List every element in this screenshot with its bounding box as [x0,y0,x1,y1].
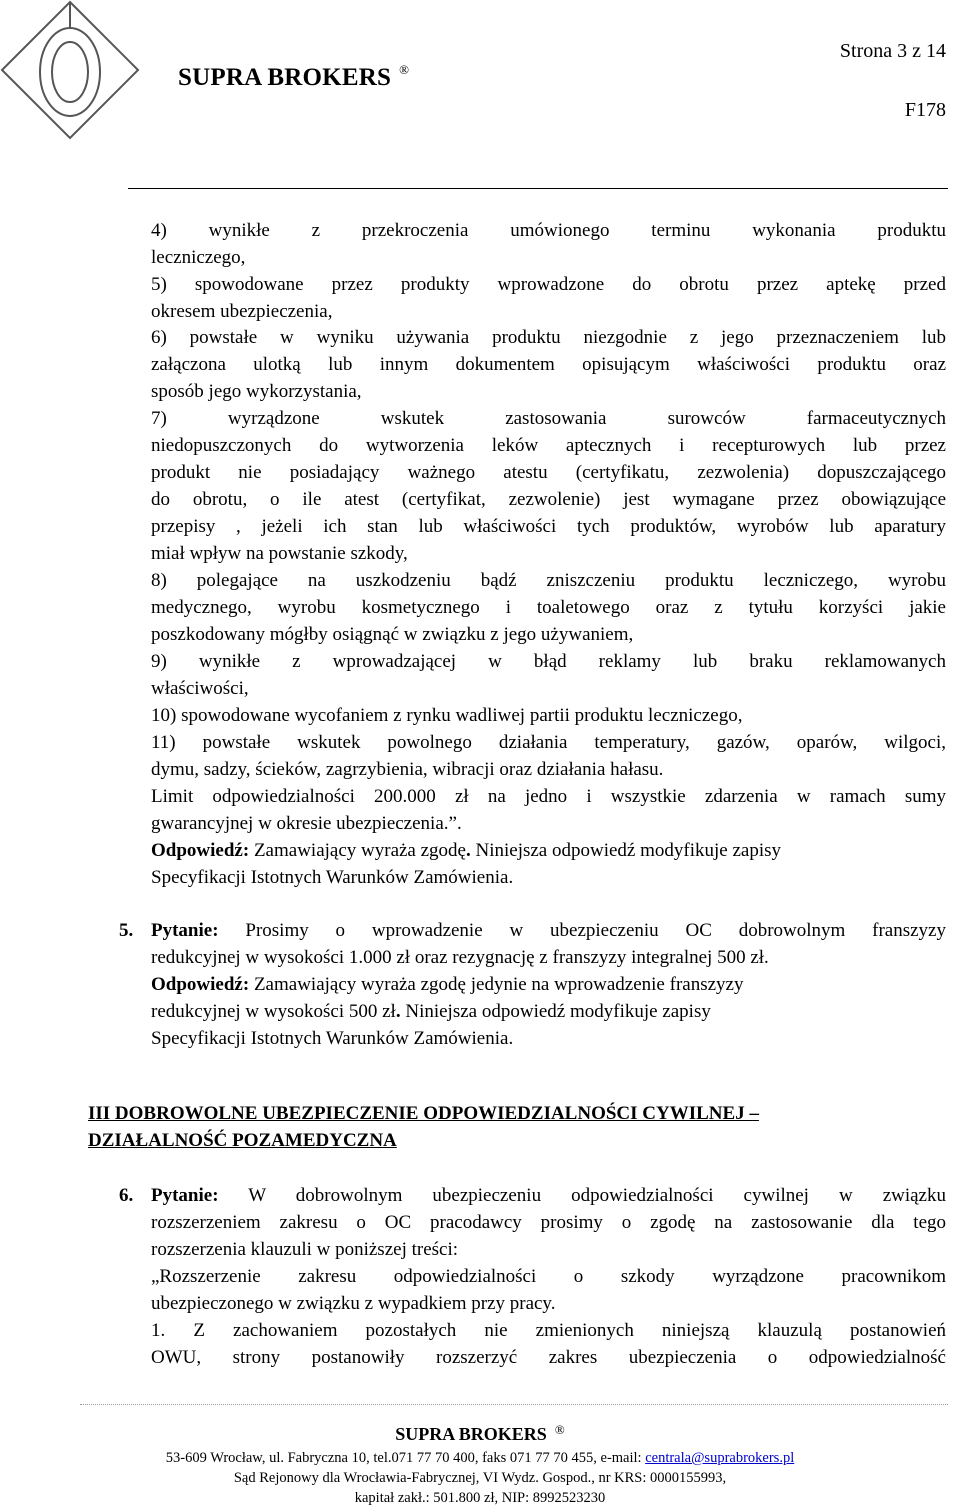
brand-title: SUPRA BROKERS ® [178,62,410,91]
item-9-line-2: właściwości, [151,678,249,699]
item-10: 10) spowodowane wycofaniem z rynku wadliwej partii produktu leczniczego, [151,705,743,726]
footer-registry: Sąd Rejonowy dla Wrocławia-Fabrycznej, VI Wydz. Gospod., nr KRS: 0000155993, [233,1470,727,1486]
item-4-line-2: leczniczego, [151,247,246,268]
answer-1-line-2: Specyfikacji Istotnych Warunków Zamówienia. [151,867,514,888]
answer-1-line-1: Odpowiedź: Zamawiający wyraża zgodę. Niniejsza odpowiedź modyfikuje zapisy [151,840,781,861]
page-number: Strona 3 z 14 [839,40,946,62]
limit-line-2: gwarancyjnej w okresie ubezpieczenia.”. [151,813,462,834]
item-7-line-2: niedopuszczonych do wytworzenia leków aptecznych i recepturowych lub przez [151,435,946,456]
item-6-line-1: 6) powstałe w wyniku używania produktu niezgodnie z jego przeznaczeniem lub [151,327,946,348]
question-5-number: 5. [119,920,134,941]
footer-brand: SUPRA BROKERS ® [395,1422,565,1444]
item-6-line-3: sposób jego wykorzystania, [151,381,362,402]
item-7-line-4: do obrotu, o ile atest (certyfikat, zezwolenie) jest wymagane przez obowiązujące [151,489,946,510]
question-6-line-7: OWU, strony postanowiły rozszerzyć zakres ubezpieczenia o odpowiedzialność [151,1347,946,1368]
header-divider [128,188,948,189]
footer-email-link[interactable]: centrala@suprabrokers.pl [645,1450,795,1466]
item-5-line-2: okresem ubezpieczenia, [151,301,333,322]
item-4-line-1: 4) wynikłe z przekroczenia umówionego terminu wykonania produktu [151,220,946,241]
item-5-line-1: 5) spowodowane przez produkty wprowadzone do obrotu przez aptekę przed [151,274,946,295]
document-code: F178 [904,99,946,121]
question-6-line-5: ubezpieczonego w związku z wypadkiem przy pracy. [151,1293,556,1314]
company-logo [0,0,140,140]
item-8-line-2: medycznego, wyrobu kosmetycznego i toaletowego oraz z tytułu korzyści jakie [151,597,946,618]
item-8-line-3: poszkodowany mógłby osiągnąć w związku z jego używaniem, [151,624,634,645]
answer-5-line-1: Odpowiedź: Zamawiający wyraża zgodę jedynie na wprowadzenie franszyzy [151,974,744,995]
question-6-number: 6. [119,1185,134,1206]
question-6-line-1: Pytanie: W dobrowolnym ubezpieczeniu odpowiedzialności cywilnej w związku [151,1185,946,1206]
item-11-line-1: 11) powstałe wskutek powolnego działania temperatury, gazów, oparów, wilgoci, [151,732,946,753]
item-8-line-1: 8) polegające na uszkodzeniu bądź zniszczeniu produktu leczniczego, wyrobu [151,570,946,591]
section-heading-line-2: DZIAŁALNOŚĆ POZAMEDYCZNA [88,1130,397,1151]
question-5-line-1: Pytanie: Prosimy o wprowadzenie w ubezpieczeniu OC dobrowolnym franszyzy [151,920,946,941]
limit-line-1: Limit odpowiedzialności 200.000 zł na jedno i wszystkie zdarzenia w ramach sumy [151,786,946,807]
question-6-line-4: „Rozszerzenie zakresu odpowiedzialności o szkody wyrządzone pracownikom [151,1266,946,1287]
question-6-line-2: rozszerzeniem zakresu o OC pracodawcy prosimy o zgodę na zastosowanie dla tego [151,1212,946,1233]
answer-5-line-3: Specyfikacji Istotnych Warunków Zamówienia. [151,1028,514,1049]
section-heading-line-1: III DOBROWOLNE UBEZPIECZENIE ODPOWIEDZIALNOŚCI CYWILNEJ – [88,1103,759,1124]
footer-divider [80,1404,948,1405]
question-6-line-6: 1. Z zachowaniem pozostałych nie zmienionych niniejszą klauzulą postanowień [151,1320,946,1341]
question-5-line-2: redukcyjnej w wysokości 1.000 zł oraz rezygnację z franszyzy integralnej 500 zł. [151,947,769,968]
item-7-line-5: przepisy , jeżeli ich stan lub właściwości tych produktów, wyrobów lub aparatury [151,516,946,537]
item-9-line-1: 9) wynikłe z wprowadzającej w błąd reklamy lub braku reklamowanych [151,651,946,672]
item-11-line-2: dymu, sadzy, ścieków, zagrzybienia, wibracji oraz działania hałasu. [151,759,664,780]
footer-address: 53-609 Wrocław, ul. Fabryczna 10, tel.071 77 70 400, faks 071 77 70 455, e-mail: centrala@suprabrokers.pl [165,1450,795,1466]
item-7-line-3: produkt nie posiadający ważnego atestu (certyfikatu, zezwolenia) dopuszczającego [151,462,946,483]
answer-5-line-2: redukcyjnej w wysokości 500 zł. Niniejsza odpowiedź modyfikuje zapisy [151,1001,711,1022]
item-7-line-1: 7) wyrządzone wskutek zastosowania surowców farmaceutycznych [151,408,946,429]
footer-capital: kapitał zakł.: 501.800 zł, NIP: 8992523230 [354,1490,606,1506]
item-6-line-2: załączona ulotką lub innym dokumentem opisującym właściwości produktu oraz [151,354,946,375]
item-7-line-6: miał wpływ na powstanie szkody, [151,543,408,564]
question-6-line-3: rozszerzenia klauzuli w poniższej treści: [151,1239,459,1260]
